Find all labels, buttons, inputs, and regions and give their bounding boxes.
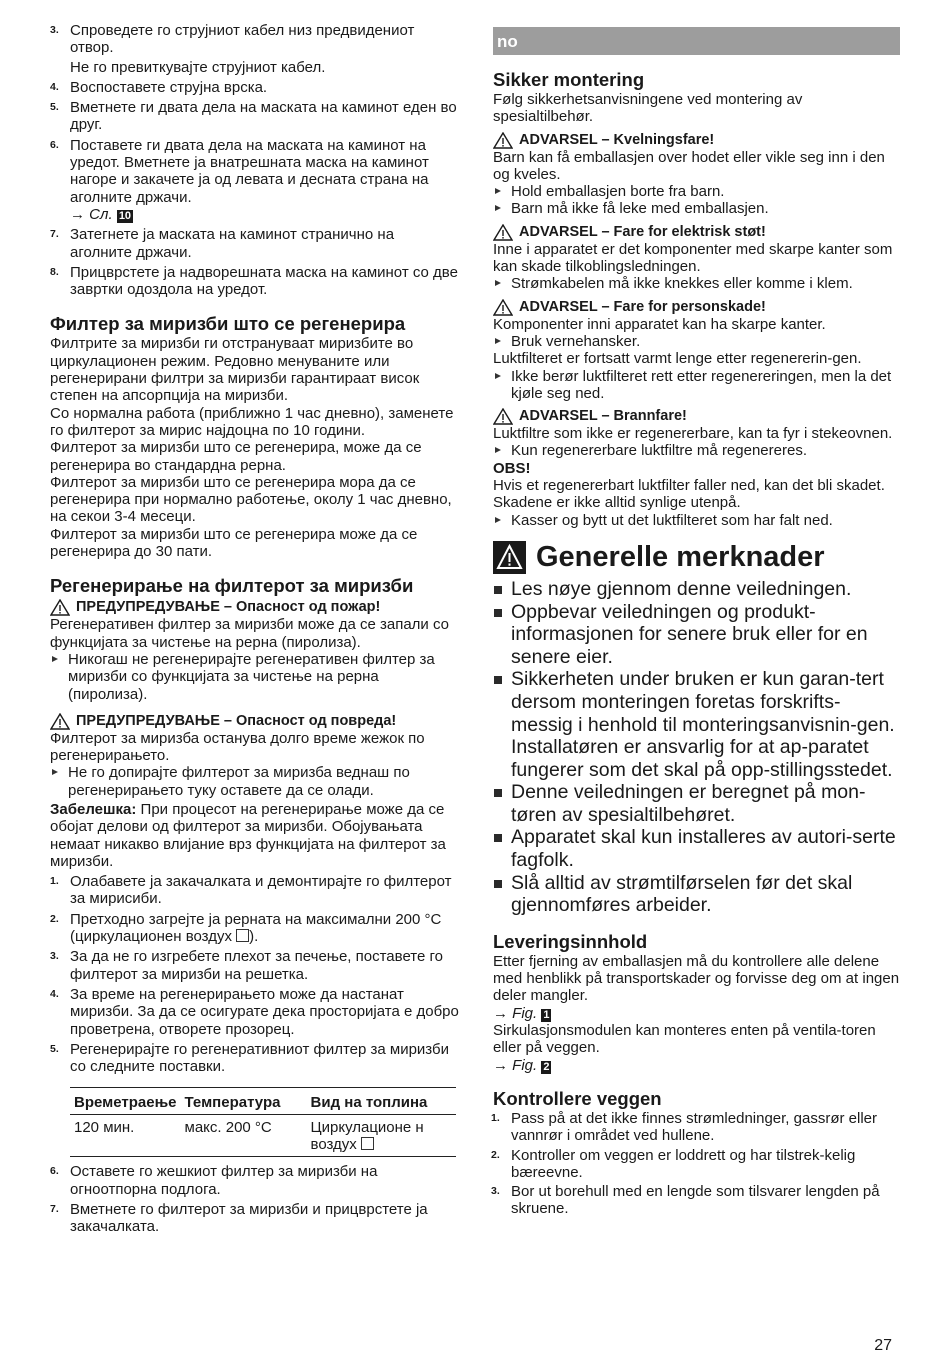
column-header: Времетраење [70, 1088, 181, 1114]
table-cell: 120 мин. [70, 1114, 181, 1157]
list-item: 7. Затегнете ја маската на каминот странично на аголните држачи. [50, 226, 395, 261]
warning-text: Регенеративен филтер за миризби може да се запали со функцијата за чистење на рерна (пиролиза). [50, 616, 449, 651]
section-heading: Sikker montering [493, 69, 645, 90]
warning-bullets [493, 442, 900, 459]
warning-bullets [493, 275, 900, 292]
table-header-row [70, 1088, 456, 1114]
figure-reference: → Fig. 2 [493, 1056, 550, 1074]
list-item: 2. Kontroller om veggen er loddrett og har tilstrek-kelig bæreevne. [491, 1146, 856, 1181]
list-item: Strømkabelen må ikke knekkes eller komme i klem. [493, 275, 900, 292]
paragraph: Филтрите за миризби ги отстрануваат миризбите во циркулационен режим. Редовно менуваните или регенерирани филтри за миризби гарантираат висок степен на апсорпција на миризби. [50, 335, 420, 405]
list-item: 2. Претходно загрејте ја рерната на максимални 200 °C (циркулационен воздух ). [50, 910, 442, 946]
step-note: Не го превиткувајте струјниот кабел. [70, 58, 326, 76]
obs-label: OBS! [493, 459, 531, 477]
kontroll-steps [491, 1110, 900, 1218]
list-item: Barn må ikke få leke med emballasjen. [493, 200, 900, 217]
note-paragraph: Забелешка: При процесот на регенерирање може да се обојат делови од филтерот за миризби. Обојувањата немаат никакво влијание врз функцијата на филтерот за миризби. [50, 800, 446, 870]
warning-bullets [50, 651, 460, 703]
regen-steps [50, 873, 460, 1075]
fan-icon [361, 1137, 374, 1150]
list-item: Никогаш не регенерирајте регенеративен филтер за миризби со функцијата за чистење на рерна (пиролиза). [50, 651, 460, 703]
section-heading: Филтер за миризби што се регенерира [50, 313, 406, 335]
list-item: 3. Bor ut borehull med en lengde som tilsvarer lengden på skruene. [491, 1183, 880, 1218]
paragraph: Følg sikkerhetsanvisningene ved montering av spesialtilbehør. [493, 91, 803, 126]
language-bar: no [493, 27, 900, 55]
list-item: 1. Pass på at det ikke finnes strømledninger, gassrør eller vannrør i området ved hullene. [491, 1109, 877, 1145]
list-item: 7. Вметнете го филтерот за миризби и прицврстете ја закачалката. [50, 1200, 428, 1236]
list-item: Les nøye gjennom denne veiledningen. [493, 578, 900, 601]
warning-text: Inne i apparatet er det komponenter med skarpe kanter som kan skade tilkoblingsledningen. [493, 240, 893, 276]
warning-bullets [493, 368, 900, 403]
fan-icon [236, 929, 249, 942]
warning-icon [50, 713, 70, 730]
list-item: 6. Оставете го жешкиот филтер за миризби на огноотпорна подлога. [50, 1163, 378, 1198]
list-item: 6. Поставете ги двата дела на маската на каминот на уредот. Вметнете ја внатрешната маска на каминот нагоре и закачете ја од левата и десната страна на аголните држачи. [50, 136, 429, 206]
figure-number: 10 [118, 209, 132, 222]
list-item: 4. Воспоставете струјна врска. [50, 78, 268, 96]
obs-bullets [493, 512, 900, 529]
install-steps-top [50, 22, 460, 57]
warning-icon [493, 408, 513, 425]
section-heading: Kontrollere veggen [493, 1087, 662, 1109]
settings-table [70, 1087, 456, 1157]
warning-text: Komponenter inni apparatet kan ha skarpe kanter. [493, 315, 826, 333]
warning-bullets [493, 183, 900, 218]
list-item: Denne veiledningen er beregnet på mon-tøren av spesialtilbehøret. [493, 781, 900, 826]
column-header: Температура [181, 1088, 307, 1114]
warning-title: ADVARSEL – Fare for elektrisk støt! [493, 224, 900, 241]
page-number: 27 [874, 1337, 892, 1354]
generelle-list [493, 578, 900, 917]
warning-icon [50, 599, 70, 616]
warning-title: ПРЕДУПРЕДУВАЊЕ – Опасност од пожар! [50, 599, 460, 616]
section-heading: Регенерирање на филтерот за миризби [50, 575, 414, 597]
obs-text: Hvis et regenererbart luktfilter faller ned, kan det bli skadet. Skadene er ikke alltid synlige utenpå. [493, 477, 885, 512]
list-item: Apparatet skal kun installeres av autori-serte fagfolk. [493, 826, 900, 871]
list-item: Slå alltid av strømtilførselen før det skal gjennomføres arbeider. [493, 872, 900, 917]
install-steps-mid [50, 79, 460, 206]
paragraph: Филтерот за миризби што се регенерира може да се регенерира до 30 пати. [50, 525, 418, 561]
figure-number: 2 [543, 1060, 550, 1073]
list-item: 3. Спроведете го струјниот кабел низ предвидениот отвор. [50, 22, 415, 57]
warning-title: ПРЕДУПРЕДУВАЊЕ – Опасност од повреда! [50, 713, 460, 730]
left-column [50, 22, 460, 1236]
figure-number: 1 [543, 1008, 550, 1021]
list-item: Bruk vernehansker. [493, 333, 900, 350]
right-column [493, 27, 900, 1218]
table-cell: Циркулационе н воздух [307, 1114, 456, 1157]
figure-reference: → Fig. 1 [493, 1004, 550, 1022]
list-item: 8. Прицврстете ја надворешната маска на каминот со две завртки одоздола на уредот. [50, 263, 458, 299]
warning-text: Luktfiltre som ikke er regenererbare, kan ta fyr i stekeovnen. [493, 425, 893, 443]
list-item: Sikkerheten under bruken er kun garan-tert dersom monteringen foretas forskrifts-messig i henhold til monteringsanvisnin-gen. Installatøren er ansvarlig for at ap-paratet fungerer som det skal på opp-stillingsstedet. [493, 668, 900, 781]
warning-text: Филтерот за миризба останува долго време жежок по регенерирањето. [50, 729, 425, 765]
list-item: Kun regenererbare luktfiltre må regenereres. [493, 442, 900, 459]
warning-icon [493, 299, 513, 316]
paragraph: Филтерот за миризби што се регенерира мора да се регенерира при нормално работење, околу 1 час дневно, на секои 3-4 месеци. [50, 473, 452, 526]
final-steps [50, 1163, 460, 1235]
install-steps-end [50, 226, 460, 298]
warning-icon [493, 224, 513, 241]
warning-title: ADVARSEL – Fare for personskade! [493, 299, 900, 316]
warning-text: Luktfilteret er fortsatt varmt lenge etter regenererin-gen. [493, 350, 862, 368]
section-heading: Leveringsinnhold [493, 930, 648, 952]
list-item: 3. За да не го изгребете плехот за печење, поставете го филтерот за миризби на решетка. [50, 948, 443, 983]
list-item: 4. За време на регенерирањето може да настанат миризби. За да се осигурате дека просторијата е добро проветрена, отворете прозорец. [50, 985, 459, 1038]
figure-reference: → Сл. 10 [70, 205, 132, 223]
paragraph: Etter fjerning av emballasjen må du kontrollere alle delene med henblikk på transportskader og forvisse deg om at ingen deler mangler. [493, 952, 900, 1005]
warning-bullets [50, 764, 460, 799]
list-item: Kasser og bytt ut det luktfilteret som har falt ned. [493, 512, 900, 529]
list-item: 5. Вметнете ги двата дела на маската на каминот еден во друг. [50, 99, 457, 134]
table-row [70, 1114, 456, 1157]
warning-box-icon [493, 541, 526, 574]
list-item: Ikke berør luktfilteret rett etter regenereringen, men la det kjøle seg ned. [493, 368, 900, 403]
generelle-heading: Generelle merknader [493, 541, 900, 574]
paragraph: Со нормална работа (приближно 1 час дневно), заменете го филтерот за мирис најдоцна по 10 години. [50, 404, 454, 439]
warning-icon [493, 132, 513, 149]
column-header: Вид на топлина [307, 1088, 456, 1114]
warning-title: ADVARSEL – Brannfare! [493, 408, 900, 425]
list-item: Oppbevar veiledningen og produkt-informasjonen for senere bruk eller for en senere eier. [493, 601, 900, 669]
list-item: 5. Регенерирајте го регенеративниот филтер за миризби со следните поставки. [50, 1040, 449, 1076]
warning-bullets [493, 333, 900, 350]
warning-text: Barn kan få emballasjen over hodet eller vikle seg inn i den og kveles. [493, 148, 885, 183]
note-label: Забелешка: [50, 800, 137, 818]
paragraph: Филтерот за миризби што се регенерира, може да се регенерира во стандардна рерна. [50, 439, 422, 474]
list-item: Не го допирајте филтерот за миризба веднаш по регенерирањето туку оставете да се олади. [50, 764, 460, 799]
list-item: 1. Олабавете ја закачалката и демонтирајте го филтерот за мирисиби. [50, 873, 452, 908]
table-cell: макс. 200 °C [181, 1114, 307, 1157]
warning-title: ADVARSEL – Kvelningsfare! [493, 132, 900, 149]
list-item: Hold emballasjen borte fra barn. [493, 183, 900, 200]
paragraph: Sirkulasjonsmodulen kan monteres enten på ventila-toren eller på veggen. [493, 1022, 876, 1057]
